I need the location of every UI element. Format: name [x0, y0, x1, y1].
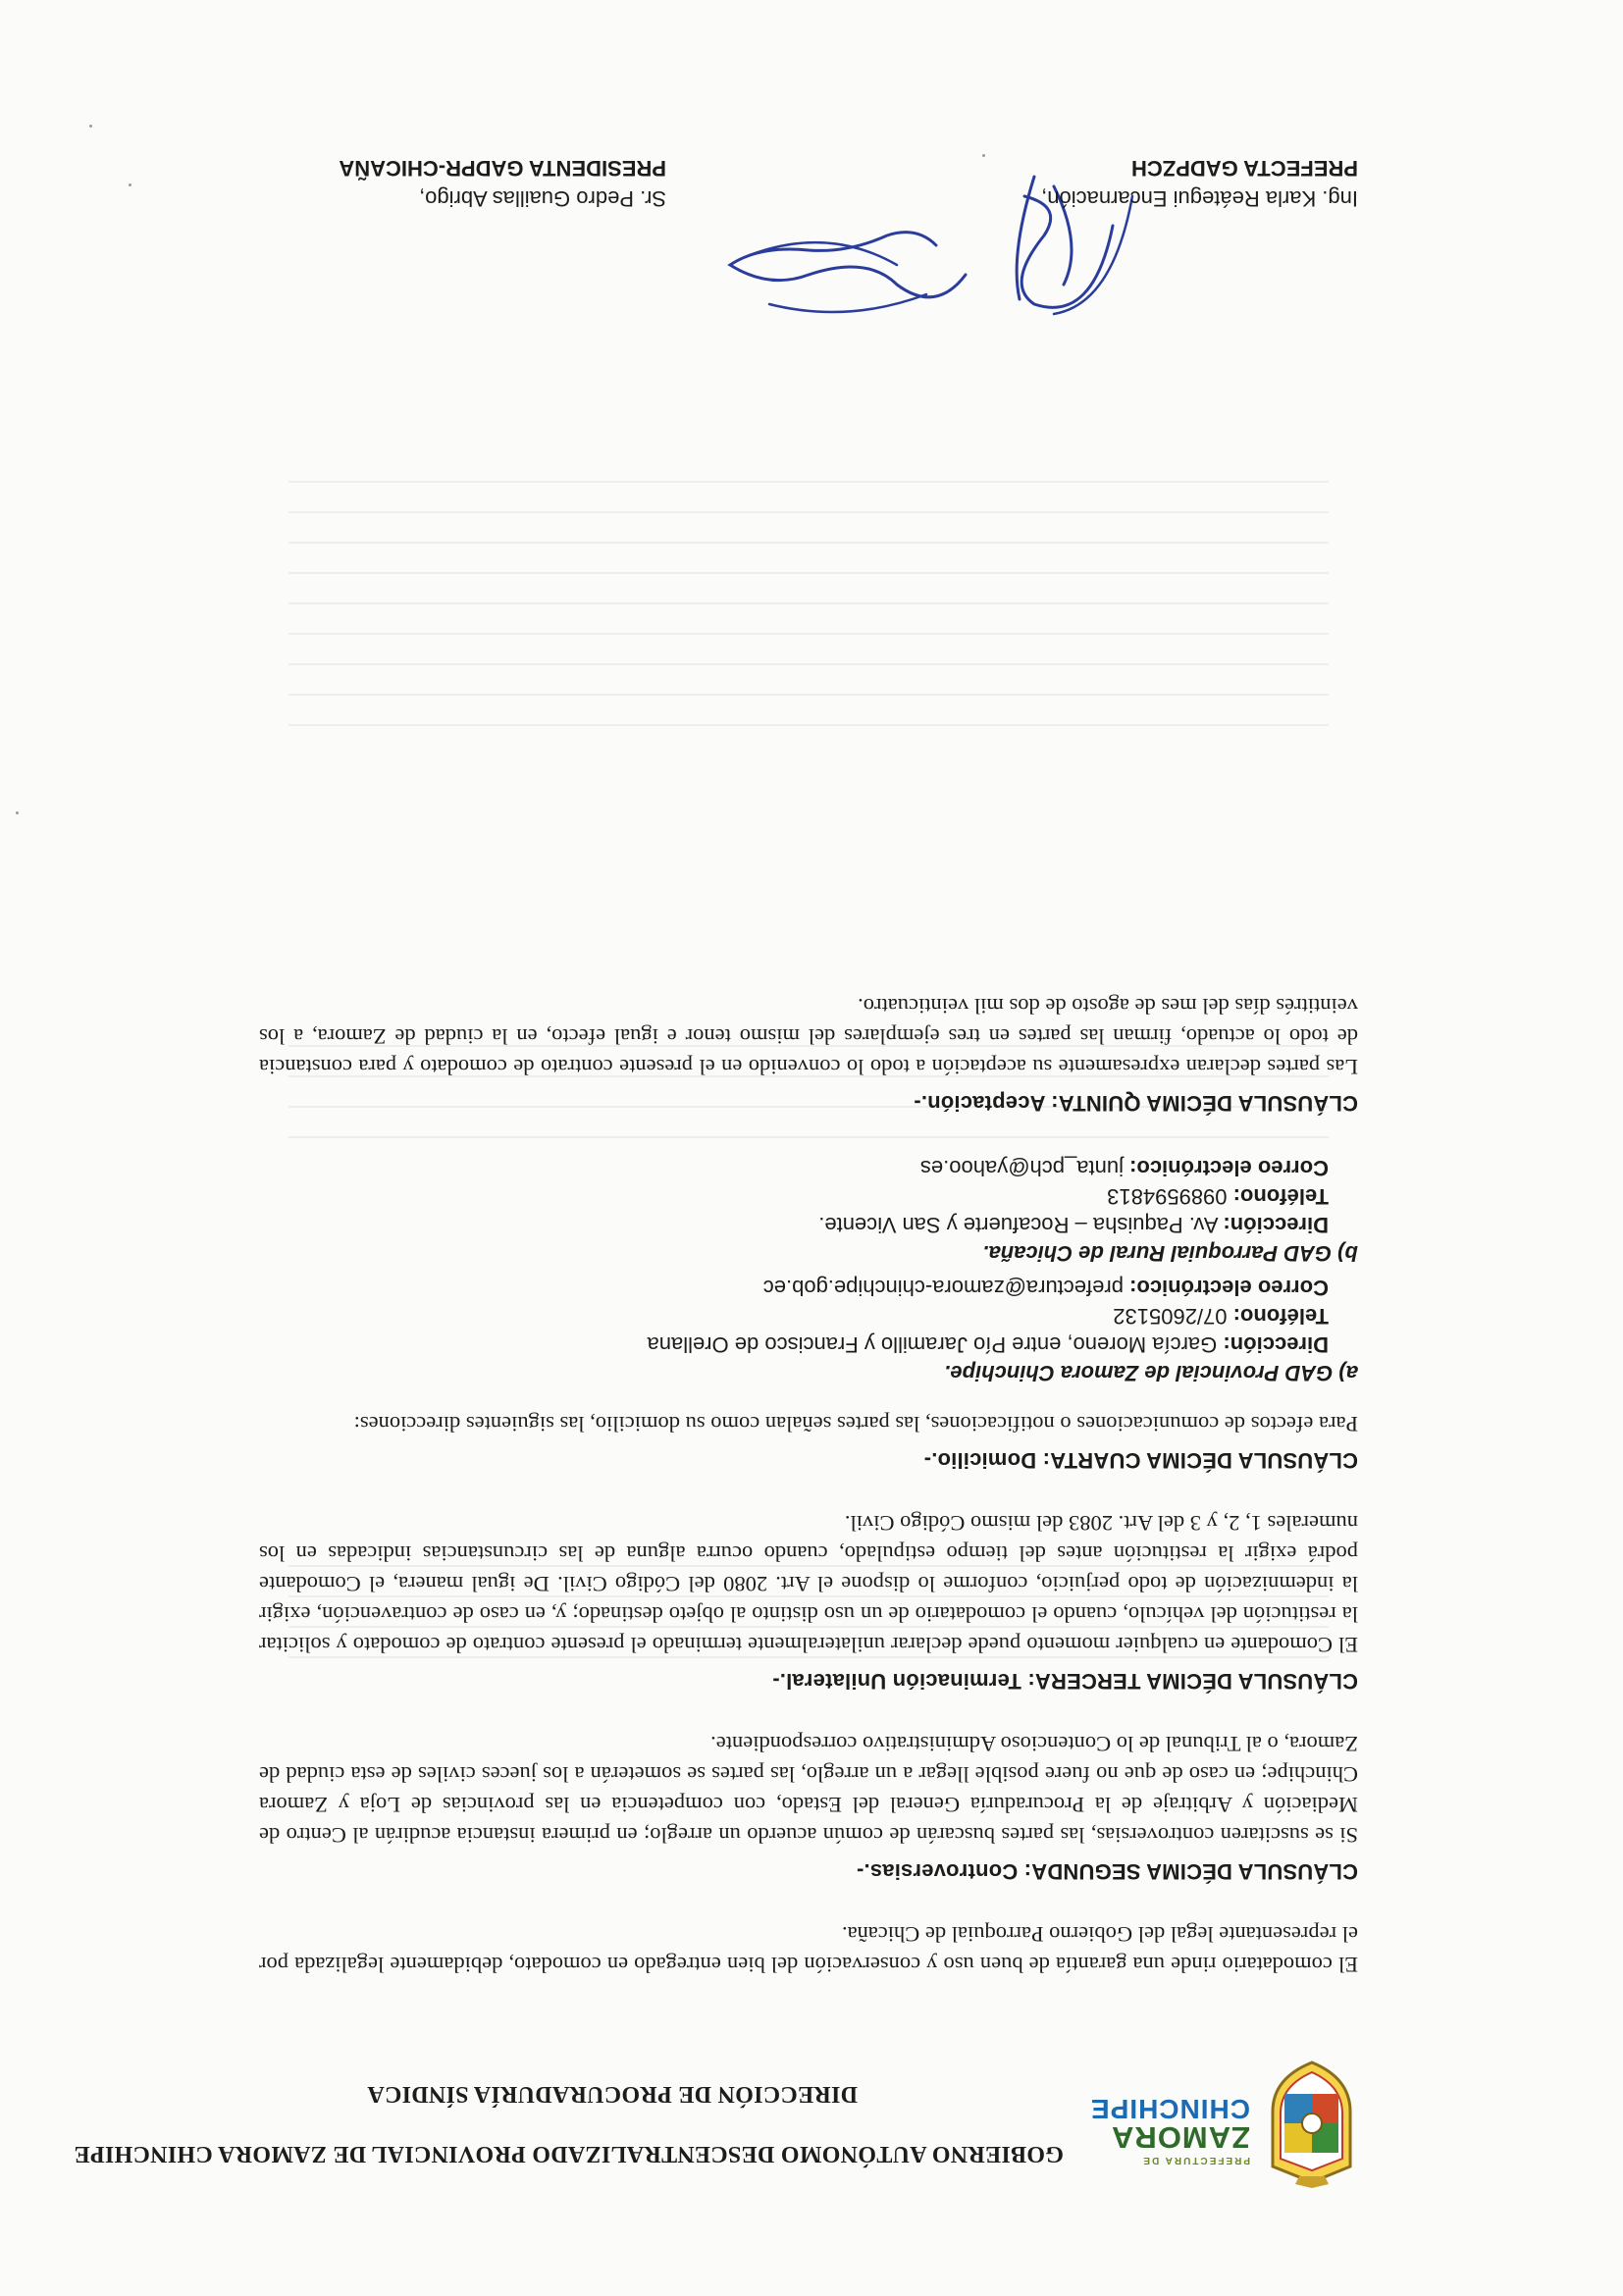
- address-label: Dirección:: [1223, 1332, 1329, 1357]
- phone-label: Teléfono:: [1232, 1304, 1329, 1329]
- clause-12-text: Si se suscitaren controversias, las partes buscarán de común acuerdo un arreglo; en primera instancia acudirán al Centro de Mediación y Arbitraje de la Procuraduría General del Estado, con competencia en las provincias de Loja y Zamora Chinchipe; en caso de que no fuere posible llegar a un arreglo, las partes se someterán a los jueces civiles de esta ciudad de Zamora, o al Tribunal de lo Contencioso Administrativo correspondiente.: [259, 1732, 1358, 1848]
- email-label: Correo electrónico:: [1129, 1156, 1329, 1180]
- clause-12-heading: CLÁUSULA DÉCIMA SEGUNDA: Controversias.-: [856, 1859, 1358, 1884]
- address-title: a) GAD Provincial de Zamora Chinchipe.: [944, 1361, 1358, 1385]
- email-row: [259, 1154, 1329, 1182]
- contract-body: [259, 959, 1358, 1980]
- institution-heading: [74, 2080, 1064, 2166]
- phone-value: 07/2605132: [1113, 1304, 1233, 1329]
- brand-wordmark: [1090, 2095, 1250, 2165]
- phone-row: [259, 1302, 1329, 1331]
- address-value: García Moreno, entre Pío Jaramillo y Francisco de Orellana: [647, 1332, 1224, 1357]
- address-block: [259, 1154, 1358, 1268]
- address-label: Dirección:: [1223, 1213, 1329, 1237]
- signer-role: PRESIDENTA GADPR-CHICAÑA: [339, 156, 666, 181]
- bleed-through-block: [288, 481, 1329, 726]
- clause-15-text: Las partes declaran expresamente su aceptación a todo lo convenido en el presente contrato de comodato y para constancia de todo lo actuado, firman las partes en tres ejemplares del mismo tenor e igual efecto, en la ciudad de Zamora, a los veintitrés días del mes de agosto de dos mil veinticuatro.: [259, 994, 1358, 1079]
- scan-speck: [982, 154, 985, 157]
- signer-name: Sr. Pedro Guaillas Abrigo,: [419, 186, 666, 211]
- signer-name: Ing. Karla Reátegui Encarnación,: [1041, 186, 1358, 211]
- clause-15-heading: CLÁUSULA DÉCIMA QUINTA: Aceptación.-: [914, 1091, 1358, 1116]
- institution-name: GOBIERNO AUTÓNOMO DESCENTRALIZADO PROVINCIAL DE ZAMORA CHINCHIPE: [74, 2141, 1064, 2166]
- scan-speck: [129, 183, 131, 186]
- clause-13-heading: CLÁUSULA DÉCIMA TERCERA: Terminación Unilateral.-: [772, 1669, 1358, 1694]
- brand-name-zamora: ZAMORA: [1110, 2120, 1250, 2155]
- letterhead: [74, 2021, 1358, 2188]
- clause-13-text: El Comodante en cualquier momento puede declarar unilateralmente terminado el presente contrato de comodato y solicitar la restitución del vehículo, cuando el comodatario de un uso distinto al objeto destinado; y, en caso de contravención, exigir la indemnización de todo perjuicio, conforme lo dispone el Art. 2080 del Código Civil. De igual manera, el Comodante podrá exigir la restitución antes del tiempo estipulado, cuando ocurra alguna de las circunstancias indicadas en los numerales 1, 2, y 3 del Art. 2083 del mismo Código Civil.: [259, 1511, 1358, 1657]
- email-row: [259, 1274, 1329, 1302]
- signature-prefecta: [1041, 153, 1358, 214]
- brand-prefix: PREFECTURA DE: [1141, 2155, 1250, 2166]
- phone-row: [259, 1182, 1329, 1211]
- address-row: [259, 1331, 1329, 1359]
- phone-value: 0989594813: [1107, 1184, 1233, 1209]
- address-block: [259, 1274, 1358, 1387]
- clause-14-heading: CLÁUSULA DÉCIMA CUARTA: Domicilio.-: [923, 1448, 1358, 1473]
- signature-area: [259, 128, 1358, 343]
- signature-presidenta: [339, 153, 666, 214]
- phone-label: Teléfono:: [1232, 1184, 1329, 1209]
- department-name: DIRECCIÓN DE PROCURADURÍA SÍNDICA: [367, 2081, 858, 2107]
- scan-speck: [89, 125, 92, 128]
- scan-speck: [16, 811, 19, 814]
- email-label: Correo electrónico:: [1129, 1276, 1329, 1300]
- address-value: Av. Paquisha – Rocafuerte y San Vicente.: [818, 1213, 1224, 1237]
- email-value: prefectura@zamora-chinchipe.gob.ec: [762, 1276, 1130, 1300]
- address-title: b) GAD Parroquial Rural de Chicaña.: [982, 1241, 1358, 1266]
- clause-14-text: Para efectos de comunicaciones o notificaciones, las partes señalan como su domicilio, las siguientes direcciones:: [353, 1412, 1358, 1436]
- address-row: [259, 1211, 1329, 1239]
- email-value: junta_pch@yahoo.es: [919, 1156, 1130, 1180]
- guarantee-paragraph: El comodatario rinde una garantía de buen uso y conservación del bien entregado en comodato, debidamente legalizada por el representante legal del Gobierno Parroquial de Chicaña.: [259, 1922, 1358, 1977]
- zamora-chinchipe-shield-icon: [1265, 2056, 1358, 2188]
- brand-name-chinchipe: CHINCHIPE: [1089, 2094, 1250, 2124]
- signer-role: PREFECTA GADPZCH: [1131, 156, 1358, 181]
